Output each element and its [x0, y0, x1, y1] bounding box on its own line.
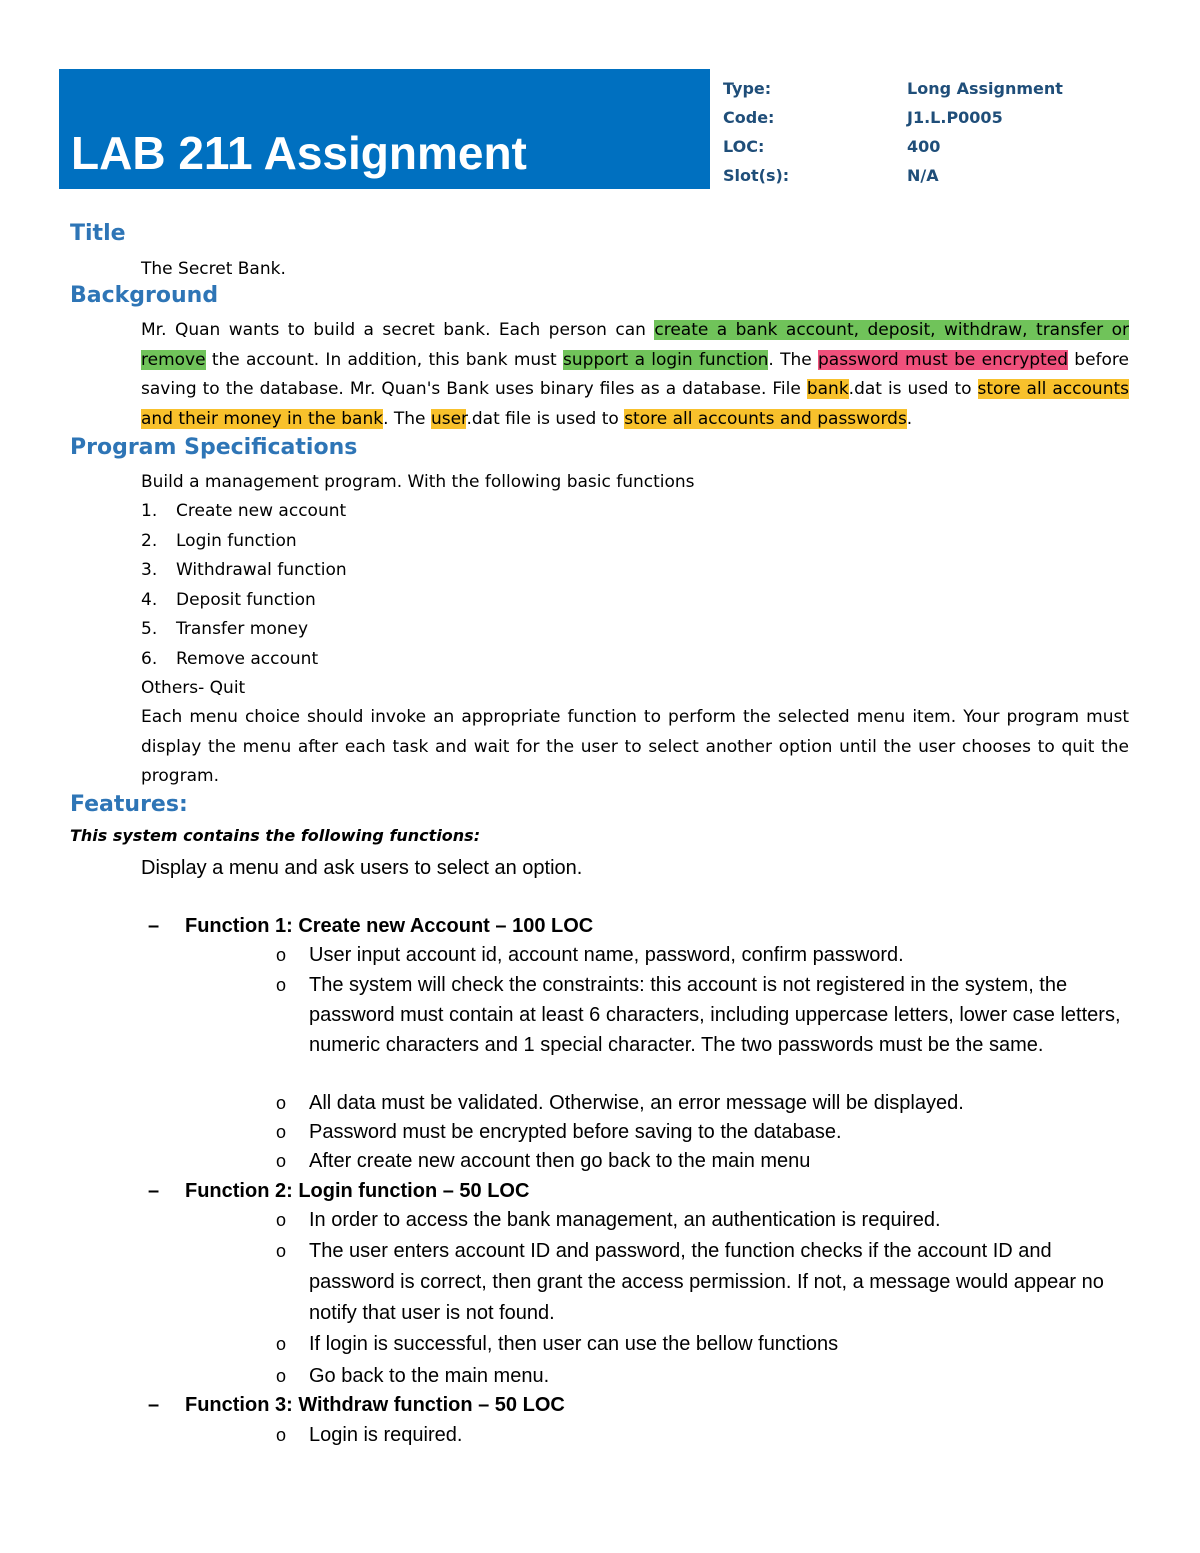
list-item: [141, 556, 347, 586]
list-number: 5.: [141, 619, 158, 639]
bullet-item: [276, 1117, 1146, 1147]
spec-closing-paragraph: Each menu choice should invoke an appropriate function to perform the selected menu item. Your program must display the menu after each task and wait for the user to select another option until the user chooses to quit the program.: [141, 707, 1129, 787]
text-run: Mr. Quan wants to build a secret bank. Each person can: [141, 320, 655, 340]
title-text: The Secret Bank.: [141, 259, 286, 279]
assignment-meta: [723, 77, 1143, 193]
list-item: [141, 497, 347, 527]
list-label: Remove account: [176, 648, 319, 669]
menu-intro: Display a menu and ask users to select an option.: [141, 857, 583, 879]
bullet-item: [276, 970, 1146, 1060]
bullet-marker: o: [276, 1425, 287, 1445]
header-banner: [59, 69, 710, 189]
highlight-yellow: store all accounts and their money in the bank: [141, 379, 1129, 430]
list-number: 1.: [141, 501, 158, 521]
heading-title: Title: [70, 221, 126, 246]
meta-row-code: [723, 106, 1143, 135]
highlight-yellow: user: [430, 409, 467, 430]
highlight-green: create a bank account, deposit, withdraw, transfer or remove: [141, 320, 1129, 370]
meta-row-loc: [723, 135, 1143, 164]
function-list: [141, 497, 347, 674]
bullet-marker: o: [276, 1122, 287, 1142]
list-label: Create new account: [176, 501, 347, 521]
function-title: Function 1: Create new Account – 100 LOC: [185, 915, 594, 937]
highlight-yellow: store all accounts and passwords: [624, 409, 907, 430]
heading-features: Features:: [70, 792, 188, 817]
bullet-item: [276, 1088, 1146, 1118]
list-label: Withdrawal function: [176, 560, 347, 580]
text-run: .dat file is used to: [466, 409, 625, 430]
bullet-item: [276, 1329, 1146, 1359]
features-subtitle: This system contains the following functions:: [70, 826, 481, 845]
text-run: the account. In addition, this bank must: [205, 349, 564, 370]
bullet-item: [276, 940, 1146, 970]
assignment-title: LAB 211 Assignment: [71, 127, 527, 179]
bullet-item: [276, 1236, 1146, 1329]
function-heading: [148, 911, 593, 941]
bullet-text: All data must be validated. Otherwise, an error message will be displayed.: [309, 1092, 964, 1114]
bullet-text: If login is successful, then user can use the bellow functions: [309, 1333, 839, 1355]
bullet-marker: o: [276, 1241, 287, 1261]
meta-value: Long Assignment: [907, 79, 1063, 98]
bullet-item: [276, 1146, 1146, 1176]
list-item: [141, 586, 347, 616]
highlight-green: support a login function: [563, 349, 769, 370]
list-number: 6.: [141, 648, 158, 669]
bullet-text: Go back to the main menu.: [309, 1365, 550, 1387]
bullet-item: [276, 1420, 1146, 1450]
function-heading: [148, 1176, 529, 1206]
heading-program-specifications: Program Specifications: [70, 435, 358, 460]
list-label: Deposit function: [176, 589, 316, 610]
bullet-item: [276, 1361, 1146, 1391]
dash-marker: –: [148, 915, 160, 937]
bullet-item: [276, 1205, 1146, 1235]
meta-label: LOC:: [723, 137, 765, 156]
dash-marker: –: [148, 1394, 160, 1416]
bullet-text: The user enters account ID and password, the function checks if the account ID and password is correct, then grant the access permission. If not, a message would appear no notify that user is not found.: [309, 1240, 1104, 1324]
bullet-marker: o: [276, 1151, 287, 1171]
list-number: 2.: [141, 530, 158, 551]
list-item: [141, 645, 347, 675]
function-heading: [148, 1390, 565, 1420]
list-label: Transfer money: [176, 619, 309, 639]
meta-label: Slot(s):: [723, 166, 790, 185]
text-run: . The: [383, 409, 431, 430]
text-run: before saving to the database. Mr. Quan's Bank uses binary files as a database. File: [141, 349, 1129, 400]
list-item: [141, 615, 347, 645]
meta-value: 400: [907, 137, 941, 156]
meta-value: N/A: [907, 166, 939, 185]
background-paragraph: [141, 316, 1129, 435]
text-run: . The: [768, 349, 818, 370]
bullet-marker: o: [276, 975, 287, 995]
text-run: .: [906, 409, 913, 430]
bullet-marker: o: [276, 1334, 287, 1354]
bullet-marker: o: [276, 1366, 287, 1386]
function-title: Function 2: Login function – 50 LOC: [185, 1180, 530, 1202]
bullet-marker: o: [276, 1210, 287, 1230]
meta-value: J1.L.P0005: [907, 108, 1003, 127]
others-quit: Others- Quit: [141, 678, 246, 698]
bullet-text: User input account id, account name, password, confirm password.: [309, 944, 904, 966]
bullet-text: The system will check the constraints: this account is not registered in the system, the password must contain at least 6 characters, including uppercase letters, lower case letters, numeric characters and 1 special character. The two passwords must be the same.: [309, 974, 1121, 1056]
list-item: [141, 527, 347, 557]
bullet-text: Password must be encrypted before saving to the database.: [309, 1121, 842, 1143]
bullet-text: In order to access the bank management, an authentication is required.: [309, 1209, 941, 1231]
dash-marker: –: [148, 1180, 160, 1202]
bullet-text: Login is required.: [309, 1424, 463, 1446]
text-run: .dat is used to: [848, 379, 978, 400]
list-number: 3.: [141, 560, 158, 580]
meta-label: Type:: [723, 79, 772, 98]
list-label: Login function: [176, 530, 297, 551]
bullet-text: After create new account then go back to the main menu: [309, 1150, 811, 1172]
bullet-marker: o: [276, 1093, 287, 1113]
meta-row-slots: [723, 164, 1143, 193]
function-title: Function 3: Withdraw function – 50 LOC: [185, 1394, 565, 1416]
heading-background: Background: [70, 283, 219, 308]
highlight-pink: password must be encrypted: [818, 349, 1068, 370]
meta-label: Code:: [723, 108, 775, 127]
meta-row-type: [723, 77, 1143, 106]
list-number: 4.: [141, 589, 158, 610]
spec-intro: Build a management program. With the following basic functions: [141, 472, 695, 492]
bullet-marker: o: [276, 945, 287, 965]
highlight-yellow: bank: [806, 379, 849, 400]
